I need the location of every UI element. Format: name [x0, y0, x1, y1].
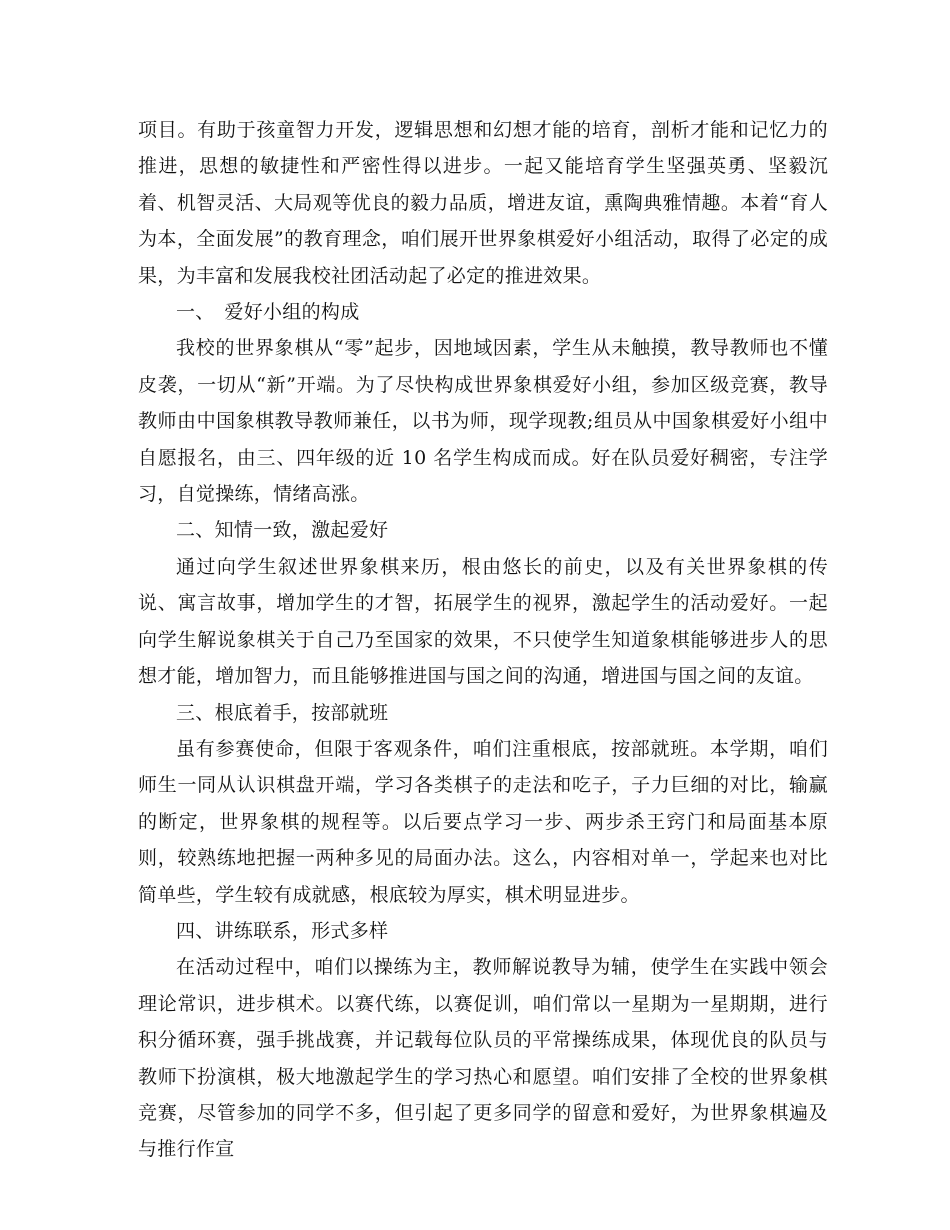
paragraph-section-3: 虽有参赛使命，但限于客观条件，咱们注重根底，按部就班。本学期，咱们师生一同从认识棋盘开端，学习各类棋子的走法和吃子，子力巨细的对比，输赢的断定，世界象棋的规程等。以后要点学习一步、两步杀王窍门和局面基本原则，较熟练地把握一两种多见的局面办法。这么，内容相对单一，学起来也对比简单些，学生较有成就感，根底较为厚实，棋术明显进步。 [138, 737, 828, 906]
paragraph-intro: 项目。有助于孩童智力开发，逻辑思想和幻想才能的培育，剖析才能和记忆力的推进，思想的敏捷性和严密性得以进步。一起又能培育学生坚强英勇、坚毅沉着、机智灵活、大局观等优良的毅力品质，增进友谊，熏陶典雅情趣。本着“育人为本，全面发展”的教育理念，咱们展开世界象棋爱好小组活动，取得了必定的成果，为丰富和发展我校社团活动起了必定的推进效果。 [138, 119, 828, 287]
section-heading-2: 二、知情一致，激起爱好 [176, 519, 389, 542]
section-heading-3: 三、根底着手，按部就班 [176, 701, 389, 724]
paragraph-section-2: 通过向学生叙述世界象棋来历，根由悠长的前史，以及有关世界象棋的传说、寓言故事，增加学生的才智，拓展学生的视界，激起学生的活动爱好。一起向学生解说象棋关于自己乃至国家的效果，不只使学生知道象棋能够进步人的思想才能，增加智力，而且能够推进国与国之间的沟通，增进国与国之间的友谊。 [138, 555, 828, 688]
document-body [138, 112, 828, 1168]
section-heading-1: 一、 爱好小组的构成 [176, 301, 360, 324]
paragraph-section-1: 我校的世界象棋从“零”起步，因地域因素，学生从未触摸，教导教师也不懂皮袭，一切从“新”开端。为了尽快构成世界象棋爱好小组，参加区级竞赛，教导教师由中国象棋教导教师兼任，以书为师，现学现教;组员从中国象棋爱好小组中自愿报名，由三、四年级的近 10 名学生构成而成。好在队员爱好稠密，专注学习，自觉操练，情绪高涨。 [138, 337, 828, 506]
paragraph-section-4: 在活动过程中，咱们以操练为主，教师解说教导为辅，使学生在实践中领会理论常识，进步棋术。以赛代练，以赛促训，咱们常以一星期为一星期期，进行积分循环赛，强手挑战赛，并记载每位队员的平常操练成果，体现优良的队员与教师下扮演棋，极大地激起学生的学习热心和愿望。咱们安排了全校的世界象棋竞赛，尽管参加的同学不多，但引起了更多同学的留意和爱好，为世界象棋遍及与推行作宣 [138, 956, 828, 1161]
section-heading-4: 四、讲练联系，形式多样 [176, 919, 389, 942]
